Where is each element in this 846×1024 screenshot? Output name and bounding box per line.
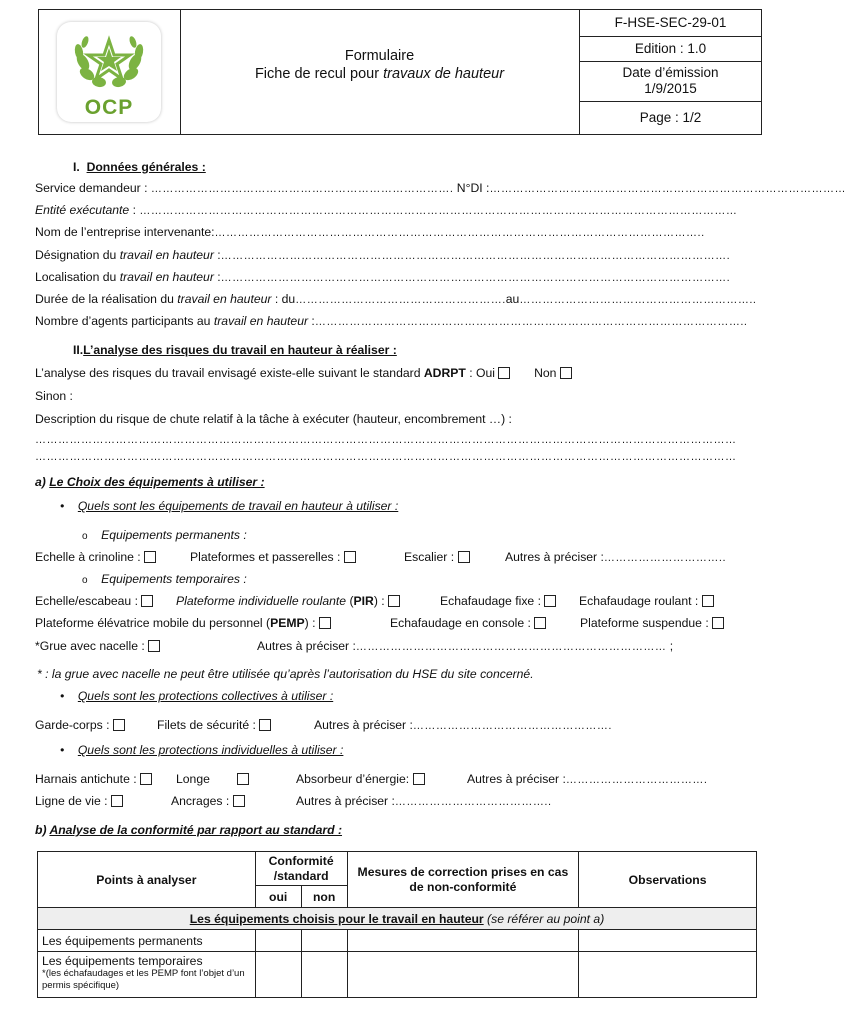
grue-nacelle-checkbox[interactable]: [148, 640, 160, 652]
pemp-item: Plateforme élévatrice mobile du personnel (PEMP) :: [35, 616, 331, 630]
logo-cell: [39, 10, 181, 134]
table-row: [38, 930, 757, 952]
escalier-item: Escalier :: [404, 550, 470, 564]
duree-field[interactable]: Durée de la réalisation du travail en hauteur : du……………………………………………….au……………………………………………………..: [35, 292, 757, 306]
title-line1: Formulaire: [344, 48, 415, 64]
escalier-checkbox[interactable]: [458, 551, 470, 563]
service-field[interactable]: Service demandeur : ……………………………………………………………………. N°DI :…………………………………………………………………………………: [35, 181, 846, 195]
ligne-vie-checkbox[interactable]: [111, 795, 123, 807]
absorbeur-checkbox[interactable]: [413, 773, 425, 785]
designation-field[interactable]: Désignation du travail en hauteur :…………………………………………………………………………………………………………………….: [35, 248, 731, 262]
col-points-header: Points à analyser: [38, 852, 256, 908]
sinon-label: Sinon :: [35, 389, 73, 403]
cell-mesures[interactable]: [347, 952, 579, 998]
temp-autres-item[interactable]: Autres à préciser :……………………………………………………………………… ;: [257, 639, 674, 653]
ocp-logo: [57, 22, 161, 122]
echafaudage-fixe-checkbox[interactable]: [544, 595, 556, 607]
echafaudage-fixe-item: Echafaudage fixe :: [440, 594, 556, 608]
localisation-field[interactable]: Localisation du travail en hauteur :…………………………………………………………………………………………………………………….: [35, 270, 731, 284]
escabeau-checkbox[interactable]: [141, 595, 153, 607]
title-line2-plain: Fiche de recul pour: [254, 66, 384, 82]
bullet-icon: •: [60, 499, 65, 513]
echelle-crinoline-checkbox[interactable]: [144, 551, 156, 563]
indiv-autres1-item[interactable]: Autres à préciser :……………………………….: [467, 772, 708, 786]
title-line2-italic: travaux de hauteur: [383, 66, 505, 82]
cell-mesures[interactable]: [347, 930, 579, 952]
coll-autres-item[interactable]: Autres à préciser :…………………………………………….: [314, 718, 612, 732]
pir-item: Plateforme individuelle roulante (PIR) :: [176, 594, 400, 608]
bullet-icon: •: [60, 743, 65, 757]
absorbeur-item: Absorbeur d’énergie:: [296, 772, 425, 786]
sub-permanents: o Equipements permanents :: [82, 528, 247, 542]
circle-bullet-icon: o: [82, 531, 88, 542]
agents-field[interactable]: Nombre d’agents participants au travail en hauteur :…………………………………………………………………………………………………..: [35, 314, 748, 328]
circle-bullet-icon: o: [82, 575, 88, 586]
plateforme-suspendue-checkbox[interactable]: [712, 617, 724, 629]
garde-corps-checkbox[interactable]: [113, 719, 125, 731]
sub-temporaires: o Equipements temporaires :: [82, 572, 247, 586]
page-number: Page : 1/2: [639, 110, 702, 125]
document-header: [38, 9, 762, 135]
col-oui-header: oui: [255, 886, 301, 908]
adrpt-question: L’analyse des risques du travail envisagé existe-elle suivant le standard ADRPT : Oui Non: [35, 366, 572, 380]
logo-text: OCP: [84, 96, 134, 119]
doc-code: F-HSE-SEC-29-01: [579, 10, 762, 37]
group-row-equipements: Les équipements choisis pour le travail en hauteur (se référer au point a): [38, 908, 757, 930]
cell-observations[interactable]: [579, 930, 757, 952]
ancrages-checkbox[interactable]: [233, 795, 245, 807]
form-title: [180, 10, 580, 134]
description-label: Description du risque de chute relatif à la tâche à exécuter (hauteur, encombrement …) :: [35, 412, 512, 426]
conformity-table: [37, 851, 757, 998]
harnais-checkbox[interactable]: [140, 773, 152, 785]
bullet-equipements: • Quels sont les équipements de travail en hauteur à utiliser :: [60, 499, 399, 513]
harnais-item: Harnais antichute :: [35, 772, 152, 786]
section2-heading: II.L’analyse des risques du travail en hauteur à réaliser :: [73, 343, 397, 357]
escabeau-item: Echelle/escabeau :: [35, 594, 153, 608]
bullet-individuelles: • Quels sont les protections individuelles à utiliser :: [60, 743, 344, 757]
cell-oui[interactable]: [255, 952, 301, 998]
col-observations-header: Observations: [579, 852, 757, 908]
cell-non[interactable]: [301, 930, 347, 952]
issue-date: Date d’émission 1/9/2015: [579, 62, 762, 102]
plateformes-item: Plateformes et passerelles :: [190, 550, 356, 564]
row-label-temporaires: Les équipements temporaires *(les échafaudages et les PEMP font l’objet d’un permis spécifique): [38, 952, 256, 998]
echafaudage-roulant-item: Echafaudage roulant :: [579, 594, 714, 608]
section-b-heading: b) Analyse de la conformité par rapport au standard :: [35, 823, 343, 837]
cell-oui[interactable]: [255, 930, 301, 952]
pemp-checkbox[interactable]: [319, 617, 331, 629]
ancrages-item: Ancrages :: [171, 794, 245, 808]
section1-heading: I. Données générales :: [73, 160, 206, 174]
col-mesures-header: Mesures de correction prises en cas de non-conformité: [347, 852, 579, 908]
grue-item: *Grue avec nacelle :: [35, 639, 160, 653]
plateformes-passerelles-checkbox[interactable]: [344, 551, 356, 563]
perm-autres-item[interactable]: Autres à préciser :…………………………..: [505, 550, 727, 564]
filets-item: Filets de sécurité :: [157, 718, 271, 732]
col-conformite-header: Conformité /standard: [255, 852, 347, 886]
row-label-permanents: Les équipements permanents: [38, 930, 256, 952]
suspendue-item: Plateforme suspendue :: [580, 616, 724, 630]
console-item: Echafaudage en console :: [390, 616, 546, 630]
entreprise-field[interactable]: Nom de l’entreprise intervenante:………………………………………………………………………………………………………………..: [35, 225, 705, 239]
title-line2: [180, 66, 579, 82]
filets-securite-checkbox[interactable]: [259, 719, 271, 731]
perm-row: Echelle à crinoline :: [35, 550, 156, 564]
table-row: [38, 952, 757, 998]
cell-non[interactable]: [301, 952, 347, 998]
bullet-icon: •: [60, 689, 65, 703]
col-non-header: non: [301, 886, 347, 908]
echafaudage-console-checkbox[interactable]: [534, 617, 546, 629]
star-emblem-icon: [57, 26, 161, 96]
adrpt-non-checkbox[interactable]: [560, 367, 572, 379]
indiv-autres2-item[interactable]: Autres à préciser :…………………………………..: [296, 794, 552, 808]
longe-item: Longe: [176, 772, 249, 786]
ligne-vie-item: Ligne de vie :: [35, 794, 123, 808]
longe-checkbox[interactable]: [237, 773, 249, 785]
garde-corps-item: Garde-corps :: [35, 718, 125, 732]
bullet-collectives: • Quels sont les protections collectives à utiliser :: [60, 689, 334, 703]
grue-note: * : la grue avec nacelle ne peut être utilisée qu’après l’autorisation du HSE du site concerné.: [37, 667, 534, 681]
edition: Edition : 1.0: [579, 37, 762, 62]
cell-observations[interactable]: [579, 952, 757, 998]
echafaudage-roulant-checkbox[interactable]: [702, 595, 714, 607]
adrpt-oui-checkbox[interactable]: [498, 367, 510, 379]
pir-checkbox[interactable]: [388, 595, 400, 607]
description-line-1[interactable]: …………………………………………………………………………………………………………………………………………………………………: [35, 434, 737, 446]
section-a-heading: a) Le Choix des équipements à utiliser :: [35, 475, 265, 489]
description-line-2[interactable]: …………………………………………………………………………………………………………………………………………………………………: [35, 451, 737, 463]
entite-field[interactable]: Entité exécutante : …………………………………………………………………………………………………………………………………………: [35, 203, 738, 217]
